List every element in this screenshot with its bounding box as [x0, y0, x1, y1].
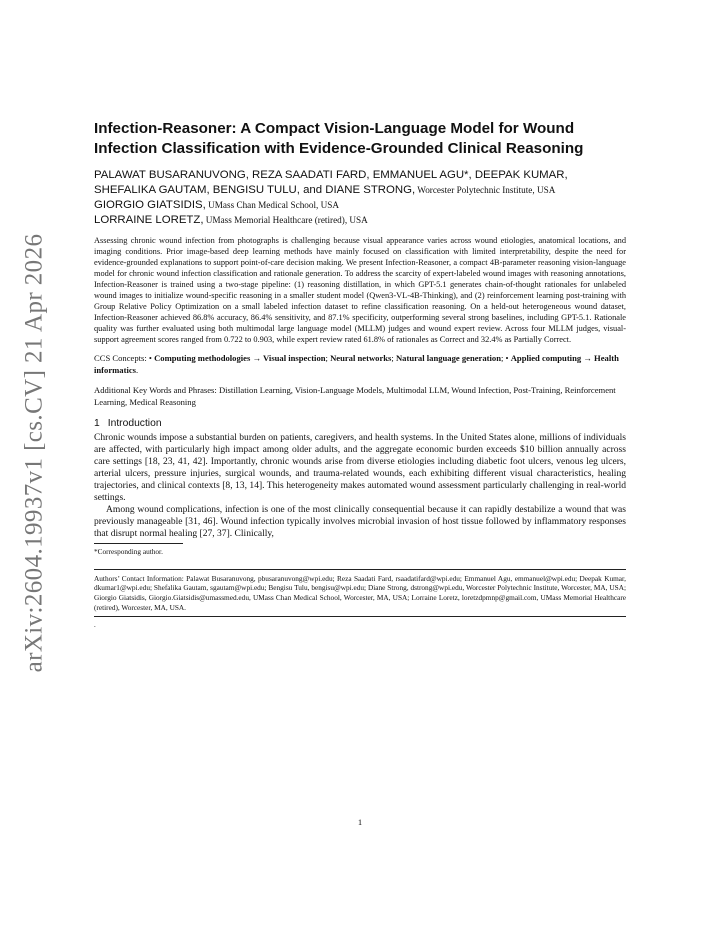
- footnote-rule: [94, 543, 183, 544]
- contact-rule-bottom: [94, 616, 626, 617]
- arxiv-sidebar: [17, 233, 51, 673]
- paper-title: Infection-Reasoner: A Compact Vision-Language Model for Wound Infection Classification with Evidence-Grounded Clinical Reasoning: [94, 120, 584, 157]
- section-heading-introduction: [94, 418, 626, 429]
- arxiv-identifier: arXiv:2604.19937v1 [cs.CV] 21 Apr 2026: [20, 233, 47, 673]
- ccs-sep-3: ; •: [501, 353, 511, 364]
- contact-rule-top: [94, 569, 626, 570]
- keywords-text: Distillation Learning, Vision-Language Models, Multimodal LLM, Wound Infection, Post-Training, Reinforcement Learning, Medical Reasoning: [94, 385, 616, 407]
- affiliation-2: UMass Chan Medical School, USA: [205, 200, 340, 210]
- affiliation-1: Worcester Polytechnic Institute, USA: [415, 185, 556, 195]
- paper-page: [94, 119, 626, 630]
- ccs-item-3: Natural language generation: [395, 353, 501, 364]
- ccs-label: CCS Concepts:: [94, 353, 149, 364]
- author-group-3: [94, 213, 626, 228]
- ccs-item-1: Computing methodologies → Visual inspection: [154, 353, 326, 364]
- intro-paragraph-1: Chronic wounds impose a substantial burden on patients, caregivers, and health systems. In the United States alone, millions of individuals are affected, with particularly high impact among older adults, and the aggregate economic burden exceeds $10 billion annually across care settings [18, 23, 41, 42]. Importantly, chronic wounds arise from diverse etiologies including diabetic foot ulcers, venous leg ulcers, arterial ulcers, pressure injuries, surgical wounds, and trauma-related wounds, each exhibiting different visual characteristics, healing trajectories, and clinical contexts [8, 13, 14]. This heterogeneity makes automated wound assessment particularly challenging in real-world settings.: [94, 432, 626, 504]
- author-block: [94, 168, 626, 228]
- author-names-2: GIORGIO GIATSIDIS,: [94, 199, 206, 211]
- affiliation-3: UMass Memorial Healthcare (retired), USA: [203, 215, 368, 225]
- trailing-mark: .: [94, 621, 96, 630]
- keywords: [94, 385, 626, 408]
- author-names-1: PALAWAT BUSARANUVONG, REZA SAADATI FARD, EMMANUEL AGU*, DEEPAK KUMAR, SHEFALIKA GAUTAM, BENGISU TULU, and DIANE STRONG,: [94, 169, 568, 196]
- intro-paragraph-2: Among wound complications, infection is one of the most clinically consequential because it can rapidly destabilize a wound that was previously manageable [31, 46]. Wound infection typically involves microbial invasion of host tissue followed by inflammatory responses that disrupt normal healing [27, 37]. Clinically,: [94, 504, 626, 540]
- author-group-2: [94, 198, 626, 213]
- keywords-label: Additional Key Words and Phrases:: [94, 385, 219, 396]
- abstract: Assessing chronic wound infection from photographs is challenging because visual appearance varies across wound etiologies, anatomical locations, and imaging conditions. Prior image-based deep learning methods have mainly focused on classification with limited interpretability, despite the need for evidence-grounded explanations to support point-of-care decision making. We present Infection-Reasoner, a compact 4B-parameter reasoning vision-language model for chronic wound infection classification and rationale generation. To address the scarcity of expert-labeled wound images with reasoning annotations, Infection-Reasoner is trained using a two-stage pipeline: (1) reasoning distillation, in which GPT-5.1 generates chain-of-thought rationales for unlabeled wound images to initialize wound-specific reasoning in a smaller student model (Qwen3-VL-4B-Thinking), and (2) reinforcement learning post-training with Group Relative Policy Optimization on a small labeled infection dataset to refine classification reasoning. On a held-out heterogeneous wound dataset, Infection-Reasoner achieved 86.8% accuracy, 86.4% sensitivity, and 87.1% specificity, outperforming several strong baselines, including GPT-5.1. Rationale quality was further evaluated using both multimodal large language model (MLLM) judges and wound expert review. Across four MLLM judges, visual-support agreement scores ranged from 0.722 to 0.903, while expert review rated 61.8% of rationales as Correct and 32.4% as Partially Correct.: [94, 236, 626, 344]
- ccs-concepts: [94, 353, 626, 376]
- ccs-sep-1: ;: [325, 353, 331, 364]
- ccs-item-4: Applied computing → Health informatics: [94, 353, 619, 375]
- ccs-end: .: [136, 364, 139, 375]
- ccs-item-2: Neural networks: [330, 353, 392, 364]
- author-group-1: [94, 168, 626, 198]
- section-title: Introduction: [107, 418, 162, 430]
- ccs-bullet: •: [148, 353, 155, 364]
- corresponding-author-footnote: *Corresponding author.: [94, 547, 163, 557]
- section-number: 1: [94, 418, 100, 430]
- page-number: 1: [357, 817, 363, 827]
- contact-information: Authors’ Contact Information: Palawat Busaranuvong, pbusaranuvong@wpi.edu; Reza Saadati Fard, rsaadatifard@wpi.edu; Emmanuel Agu, emmanuel@wpi.edu; Deepak Kumar, dkumar1@wpi.edu; Shefalika Gautam, sgautam@wpi.edu; Bengisu Tulu, bengisu@wpi.edu; Diane Strong, dstrong@wpi.edu, Worcester Polytechnic Institute, Worcester, MA, USA; Giorgio Giatsidis, Giorgio.Giatsidis@umassmed.edu, UMass Chan Medical School, Worcester, MA, USA; Lorraine Loretz, loretzdpmnp@gmail.com, UMass Memorial Healthcare (retired), Worcester, MA, USA.: [94, 573, 626, 612]
- author-names-3: LORRAINE LORETZ,: [94, 214, 204, 226]
- ccs-sep-2: ;: [391, 353, 396, 364]
